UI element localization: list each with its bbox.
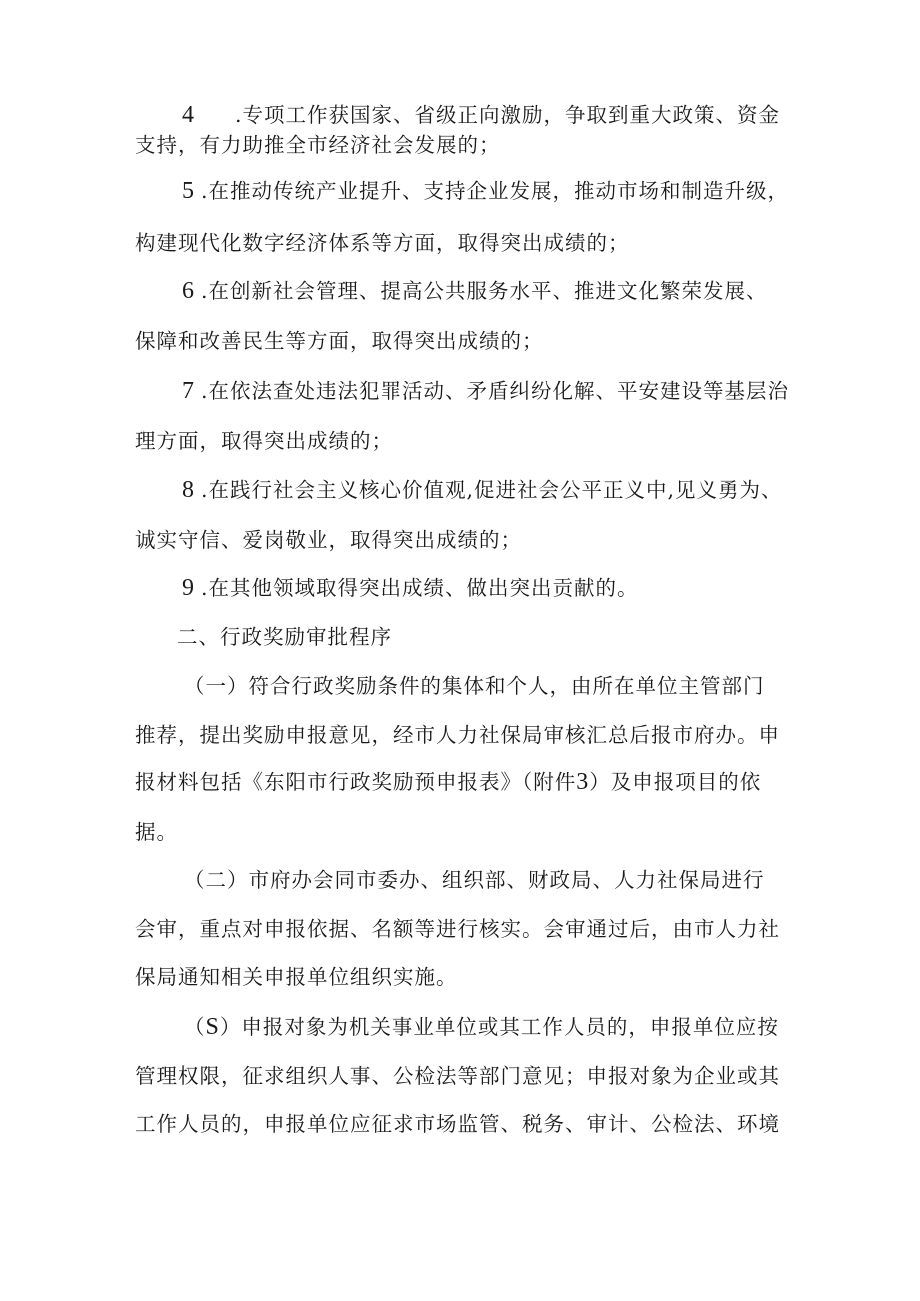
section-heading: 二、行政奖励审批程序 [177, 625, 392, 649]
item-7-line-2: 理方面，取得突出成绩的； [135, 429, 393, 453]
item-6-number: 6 [182, 278, 195, 304]
para-3-line-1-text: ）申报对象为机关事业单位或其工作人员的，申报单位应按 [219, 1015, 779, 1039]
attachment-number: 3 [576, 769, 590, 795]
para-3-line-2: 管理权限，征求组织人事、公检法等部门意见；申报对象为企业或其 [135, 1064, 780, 1088]
item-5-line-2: 构建现代化数字经济体系等方面，取得突出成绩的； [135, 231, 630, 255]
para-3-marker: S [205, 1014, 220, 1040]
item-5-text: .在推动传统产业提升、支持企业发展，推动市场和制造升级， [201, 179, 790, 203]
item-5-line-1 [182, 177, 789, 205]
para-2-line-2: 会审，重点对申报依据、名额等进行核实。会审通过后，由市人力社 [135, 917, 780, 941]
item-4-number: 4 [182, 102, 195, 128]
para-3-line-1 [184, 1013, 779, 1041]
item-4-line-1 [182, 101, 780, 129]
item-4-text: .专项工作获国家、省级正向激励，争取到重大政策、资金 [235, 103, 781, 127]
item-8-line-1 [182, 476, 783, 504]
item-7-line-1 [182, 377, 789, 405]
para-1-line-2: 推荐，提出奖励申报意见，经市人力社保局审核汇总后报市府办。申 [135, 723, 780, 747]
para-3-open-paren: （ [184, 1015, 206, 1039]
para-1-line-1: （一）符合行政奖励条件的集体和个人，由所在单位主管部门 [184, 674, 765, 698]
item-8-number: 8 [182, 477, 195, 503]
item-7-text: .在依法查处违法犯罪活动、矛盾纠纷化解、平安建设等基层治 [201, 379, 790, 403]
item-6-line-2: 保障和改善民生等方面，取得突出成绩的； [135, 329, 544, 353]
item-7-number: 7 [182, 378, 195, 404]
item-8-text: .在践行社会主义核心价值观,促进社会公平正义中,见义勇为、 [201, 478, 783, 502]
para-1-line-4: 据。 [135, 820, 178, 844]
item-9-number: 9 [182, 575, 195, 601]
item-6-text: .在创新社会管理、提高公共服务水平、推进文化繁荣发展、 [201, 279, 768, 303]
item-6-line-1 [182, 277, 768, 305]
para-2-line-1: （二）市府办会同市委办、组织部、财政局、人力社保局进行 [184, 868, 765, 892]
para-2-line-3: 保局通知相关申报单位组织实施。 [135, 965, 458, 989]
para-1-line-3-a: 报材料包括《东阳市行政奖励预申报表》（附件 [135, 770, 577, 794]
item-5-number: 5 [182, 178, 195, 204]
item-8-line-2: 诚实守信、爱岗敬业，取得突出成绩的； [135, 528, 522, 552]
para-1-line-3 [135, 768, 761, 796]
para-1-line-3-b: ）及申报项目的依 [589, 770, 762, 794]
item-9-text: .在其他领域取得突出成绩、做出突出贡献的。 [201, 576, 639, 600]
item-4-line-2: 支持，有力助推全市经济社会发展的； [135, 133, 501, 157]
para-3-line-3: 工作人员的，申报单位应征求市场监管、税务、审计、公检法、环境 [135, 1112, 780, 1136]
item-9-line-1 [182, 574, 639, 602]
